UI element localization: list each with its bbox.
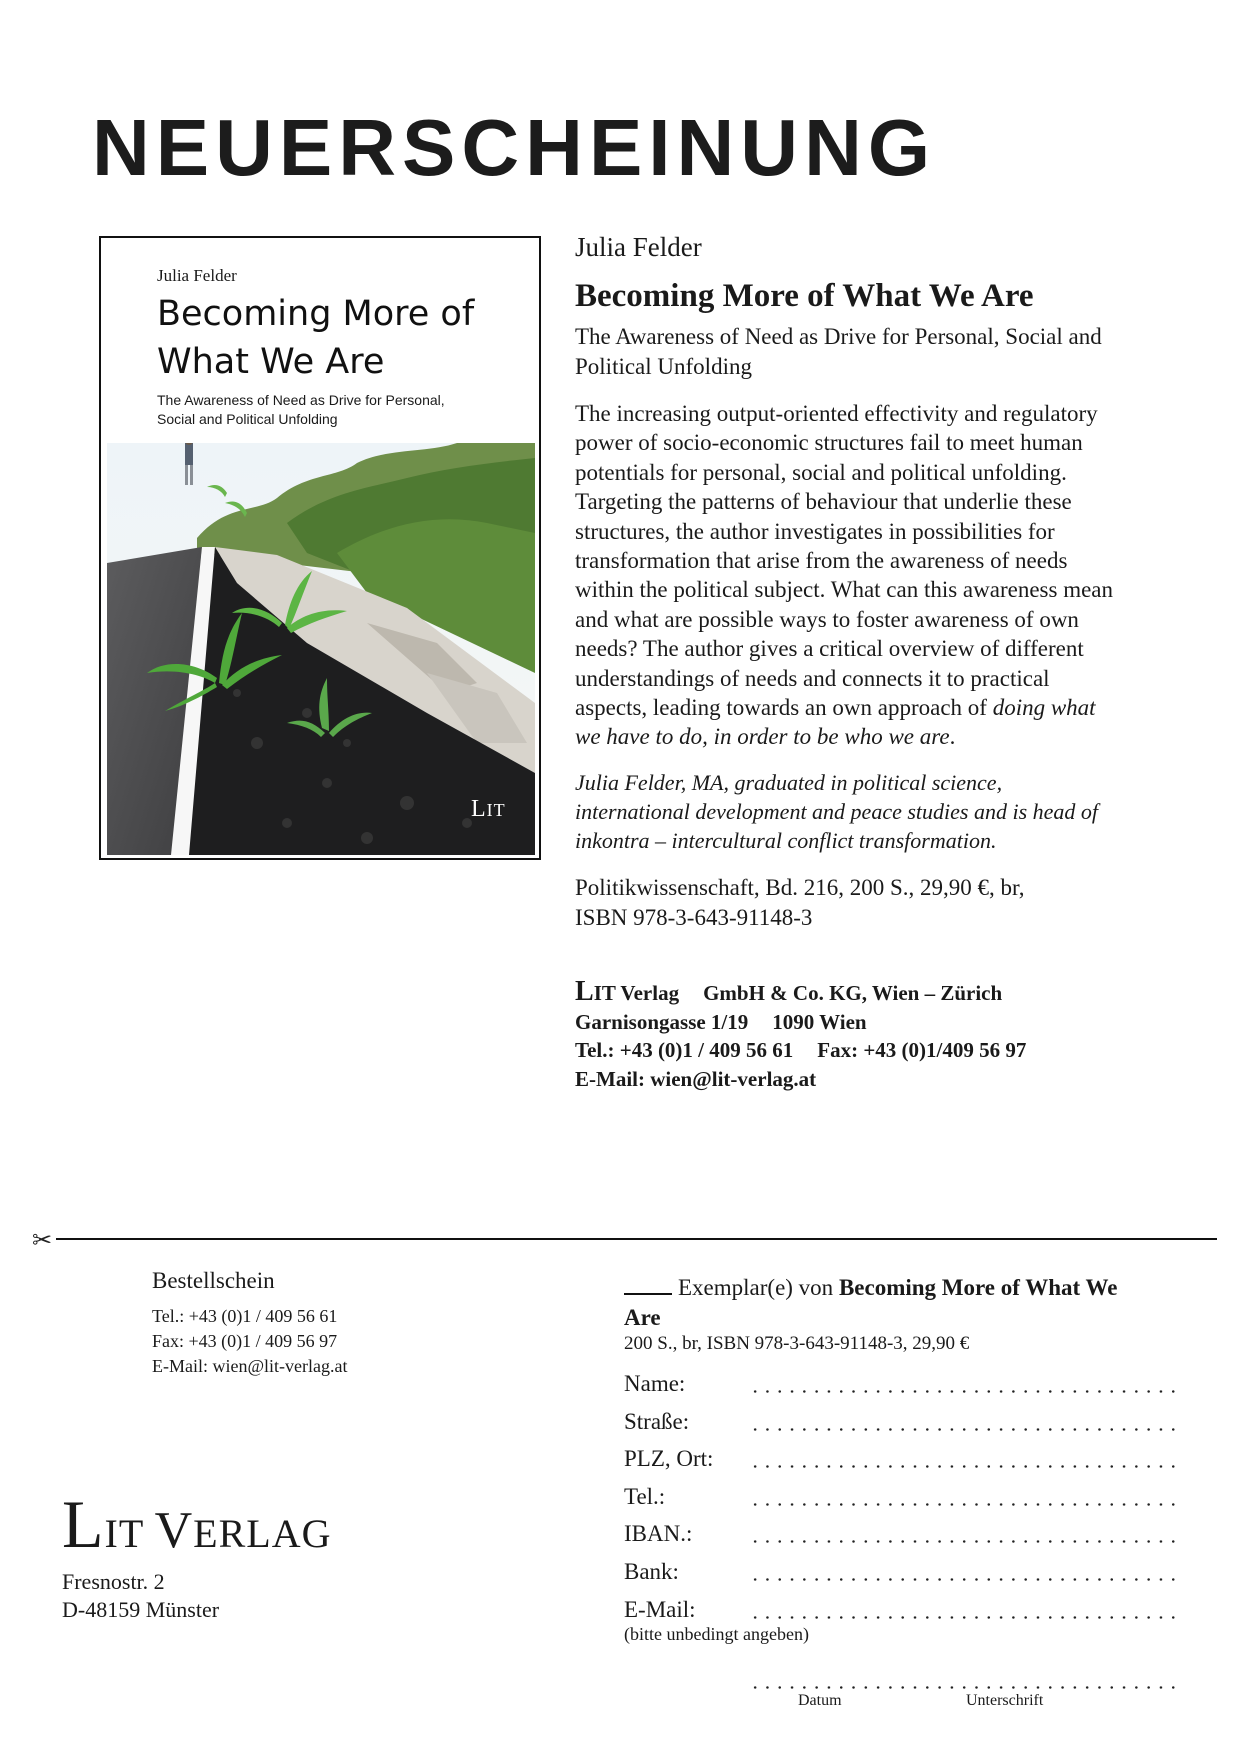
signature-line[interactable] [749,1686,1179,1689]
fill-in-dots[interactable] [749,1428,1179,1431]
cover-title-line: Becoming More of [157,294,475,334]
phone-field[interactable] [624,1484,1224,1514]
logo-l: L [62,1486,105,1562]
lit-verlag-logo [62,1486,332,1562]
order-fax: Fax: +43 (0)1 / 409 56 97 [152,1331,338,1351]
order-tel: Tel.: +43 (0)1 / 409 56 61 [152,1306,338,1326]
publisher-fax: Fax: +43 (0)1/409 56 97 [817,1038,1027,1063]
cover-subtitle-line: Social and Political Unfolding [157,411,338,427]
cover-subtitle-line: The Awareness of Need as Drive for Personal, [157,392,445,408]
description-italic: doing what [992,695,1096,721]
book-cover [99,236,541,860]
description-line: The increasing output-oriented effectivity and regulatory [575,401,1098,426]
cover-title-line: What We Are [157,342,385,382]
cover-title [157,290,537,386]
publisher-initial: L [575,976,594,1007]
fill-in-dots[interactable] [749,1465,1179,1468]
description-line: potentials for personal, social and political unfolding. [575,459,1067,485]
name-field[interactable] [624,1371,1224,1401]
description-line [575,693,1170,722]
bio-line: inkontra – intercultural conflict transformation. [575,828,997,853]
publisher-tel: Tel.: +43 (0)1 / 409 56 61 [575,1038,794,1063]
cut-line [56,1238,1217,1240]
postal-city: D-48159 Münster [62,1597,220,1622]
book-description [575,399,1170,752]
book-author: Julia Felder [575,232,702,262]
fill-in-dots[interactable] [749,1503,1179,1506]
publisher-street: Garnisongasse 1/19 [575,1009,749,1034]
publisher-address [575,1008,1175,1037]
order-form-heading: Bestellschein [152,1268,275,1293]
cover-photo [107,443,535,855]
copies-quantity-blank[interactable] [624,1277,672,1295]
fill-in-dots[interactable] [749,1390,1179,1393]
date-label: Datum [798,1692,842,1709]
field-label: Straße: [624,1409,690,1434]
copies-title-end: Are [624,1305,661,1330]
isbn: ISBN 978-3-643-91148-3 [575,905,813,930]
fill-in-dots[interactable] [749,1616,1179,1619]
fill-in-dots[interactable] [749,1578,1179,1581]
cover-logo-first-letter: L [471,796,487,822]
email-required-note: (bitte unbedingt angeben) [624,1624,809,1644]
publisher-contact [575,978,1175,1093]
bio-line: Julia Felder, MA, graduated in political science, [575,770,1003,795]
field-label: Bank: [624,1559,679,1584]
zip-city-field[interactable] [624,1446,1224,1476]
author-bio [575,768,1175,855]
logo-it: IT [104,1511,144,1556]
bio-line: international development and peace studies and is head of [575,799,1099,824]
description-line: Targeting the patterns of behaviour that underlie these [575,489,1072,515]
scissors-icon: ✂ [32,1228,53,1254]
publisher-name-rest: IT Verlag [593,981,680,1005]
book-subtitle-line: The Awareness of Need as Drive for Personal, Social and [575,324,1102,349]
signature-label: Unterschrift [966,1692,1044,1709]
copies-title: Becoming More of What We [838,1275,1118,1300]
copies-line [624,1273,1184,1333]
cover-subtitle [157,391,497,429]
description-line: understandings of needs and connects it to practical [575,665,1050,691]
postal-street: Fresnostr. 2 [62,1569,165,1594]
publisher-phone-fax [575,1036,1175,1065]
street-field[interactable] [624,1409,1224,1439]
publisher-city: 1090 Wien [772,1009,867,1034]
copies-text: Exemplar(e) von [678,1275,839,1300]
publisher-postal-address [62,1568,219,1624]
field-label: IBAN.: [624,1521,693,1546]
description-line: power of socio-economic structures fail to meet human [575,430,1083,456]
publisher-name [575,978,1175,1008]
field-label: Name: [624,1371,686,1396]
bank-field[interactable] [624,1559,1224,1589]
publication-line: Politikwissenschaft, Bd. 216, 200 S., 29,90 €, br, [575,875,1025,900]
logo-v: V [154,1502,194,1559]
description-line: transformation that arise from the awareness of needs [575,548,1068,574]
cover-publisher-logo [471,796,506,823]
description-line: and what are possible ways to foster awareness of own [575,606,1079,632]
email-field[interactable] [624,1597,1224,1627]
cover-author: Julia Felder [157,266,237,285]
page-headline: NEUERSCHEINUNG [92,103,937,192]
iban-field[interactable] [624,1521,1224,1551]
description-line: structures, the author investigates in possibilities for [575,518,1055,544]
cover-logo-rest: IT [486,800,506,820]
description-line: within the political subject. What can this awareness mean [575,577,1113,603]
description-text: aspects, leading towards an own approach of [575,695,993,721]
order-book-details: 200 S., br, ISBN 978-3-643-91148-3, 29,90 € [624,1333,970,1354]
publication-details [575,873,1175,933]
field-label: E-Mail: [624,1597,696,1622]
book-subtitle [575,322,1155,382]
book-subtitle-line: Political Unfolding [575,354,752,379]
field-label: Tel.: [624,1484,666,1509]
book-title: Becoming More of What We Are [575,278,1034,314]
description-italic: we have to do, in order to be who we are [575,724,950,750]
field-label: PLZ, Ort: [624,1446,714,1471]
logo-erlag: ERLAG [193,1511,332,1556]
order-contact [152,1304,348,1379]
order-email: E-Mail: wien@lit-verlag.at [152,1356,348,1376]
publisher-email: E-Mail: wien@lit-verlag.at [575,1066,817,1091]
fill-in-dots[interactable] [749,1540,1179,1543]
description-text: . [949,724,956,750]
description-line: needs? The author gives a critical overview of different [575,636,1084,662]
description-line [575,722,1170,751]
publisher-suffix: GmbH & Co. KG, Wien – Zürich [703,981,1003,1005]
